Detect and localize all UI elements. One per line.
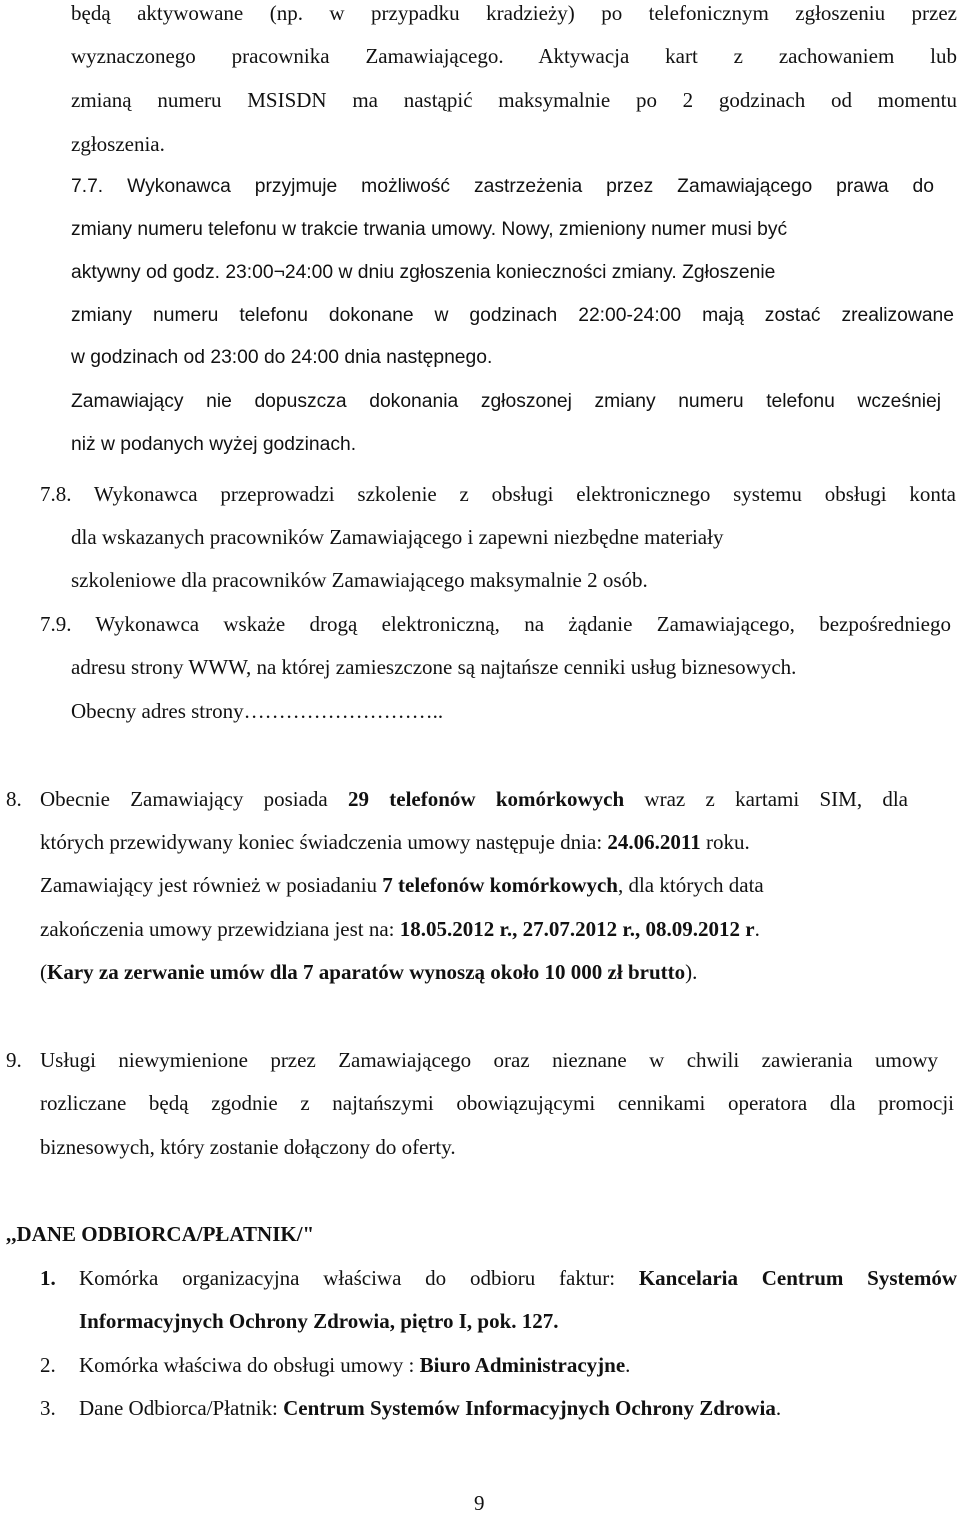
p77-line-3: aktywny od godz. 23:00¬24:00 w dniu zgłoszenia konieczności zmiany. Zgłoszenie [71, 262, 776, 283]
p77-line-6: Zamawiający nie dopuszcza dokonania zgłoszonej zmiany numeru telefonu wcześniej [71, 391, 941, 412]
p78-line-1: 7.8. Wykonawca przeprowadzi szkolenie z obsługi elektronicznego systemu obsługi konta [40, 482, 956, 506]
continuation-line-4: zgłoszenia. [71, 132, 165, 156]
p79-line-2: adresu strony WWW, na której zamieszczone są najtańsze cenniki usług biznesowych. [71, 655, 797, 679]
p77-line-5: w godzinach od 23:00 do 24:00 dnia następnego. [71, 347, 493, 368]
section-8-line-3: Zamawiający jest również w posiadaniu 7 telefonów komórkowych, dla których data [40, 873, 764, 897]
p77-line-4: zmiany numeru telefonu dokonane w godzinach 22:00-24:00 mają zostać zrealizowane [71, 305, 954, 326]
p77-line-7: niż w podanych wyżej godzinach. [71, 434, 357, 455]
dane-item-1-line-2: Informacyjnych Ochrony Zdrowia, piętro I, pok. 127. [79, 1309, 559, 1333]
section-9-number: 9. [6, 1048, 22, 1072]
section-8-line-2: których przewidywany koniec świadczenia umowy następuje dnia: 24.06.2011 roku. [40, 830, 750, 854]
p78-line-3: szkoleniowe dla pracowników Zamawiającego maksymalnie 2 osób. [71, 568, 648, 592]
p78-line-2: dla wskazanych pracowników Zamawiającego i zapewni niezbędne materiały [71, 525, 724, 549]
continuation-line-1: będą aktywowane (np. w przypadku kradzieży) po telefonicznym zgłoszeniu przez [71, 1, 957, 25]
section-9-line-2: rozliczane będą zgodnie z najtańszymi obowiązującymi cennikami operatora dla promocji [40, 1091, 954, 1115]
p77-line-2: zmiany numeru telefonu w trakcie trwania umowy. Nowy, zmieniony numer musi być [71, 219, 788, 240]
section-8-number: 8. [6, 787, 22, 811]
continuation-line-2: wyznaczonego pracownika Zamawiającego. Aktywacja kart z zachowaniem lub [71, 44, 957, 68]
page-number: 9 [474, 1491, 485, 1515]
dane-item-2-number: 2. [40, 1353, 56, 1377]
dane-item-3-line: Dane Odbiorca/Płatnik: Centrum Systemów Informacyjnych Ochrony Zdrowia. [79, 1396, 782, 1420]
p79-line-3: Obecny adres strony……………………….. [71, 699, 444, 723]
section-8-line-1: Obecnie Zamawiający posiada 29 telefonów komórkowych wraz z kartami SIM, dla [40, 787, 908, 811]
dane-item-3-number: 3. [40, 1396, 56, 1420]
p77-line-1: 7.7. Wykonawca przyjmuje możliwość zastrzeżenia przez Zamawiającego prawa do [71, 176, 934, 197]
continuation-line-3: zmianą numeru MSISDN ma nastąpić maksymalnie po 2 godzinach od momentu [71, 88, 957, 112]
dane-item-2-line: Komórka właściwa do obsługi umowy : Biuro Administracyjne. [79, 1353, 631, 1377]
section-8-line-4: zakończenia umowy przewidziana jest na: 18.05.2012 r., 27.07.2012 r., 08.09.2012 r. [40, 917, 760, 941]
dane-item-1-line-1: Komórka organizacyjna właściwa do odbioru faktur: Kancelaria Centrum Systemów [79, 1266, 958, 1290]
section-9-line-1: Usługi niewymienione przez Zamawiającego oraz nieznane w chwili zawierania umowy [40, 1048, 938, 1072]
p79-line-1: 7.9. Wykonawca wskaże drogą elektroniczną, na żądanie Zamawiającego, bezpośredniego [40, 612, 951, 636]
section-8-line-5: (Kary za zerwanie umów dla 7 aparatów wynoszą około 10 000 zł brutto). [40, 960, 698, 984]
section-9-line-3: biznesowych, który zostanie dołączony do oferty. [40, 1135, 456, 1159]
dane-item-1-number: 1. [40, 1266, 56, 1290]
dane-heading: ,,DANE ODBIORCA/PŁATNIK/" [6, 1222, 315, 1246]
